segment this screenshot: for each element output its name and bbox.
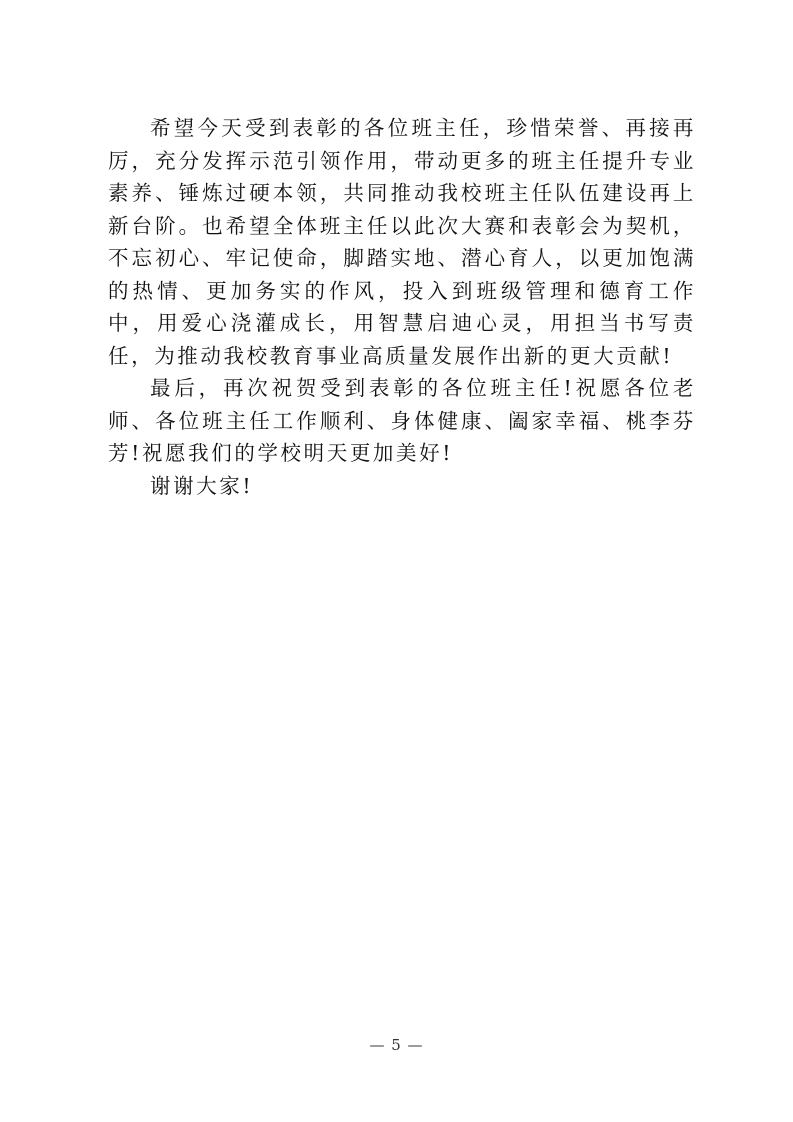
paragraph-thanks: 谢谢大家!: [150, 473, 254, 498]
paragraph-closing-hopes: 希望今天受到表彰的各位班主任，珍惜荣誉、再接再厉，充分发挥示范引领作用，带动更多的班主任提升专业素养、锤炼过硬本领，共同推动我校班主任队伍建设再上新台阶。也希望全体班主任以此次大赛和表彰会为契机，不忘初心、牢记使命，脚踏实地、潜心育人，以更加饱满的热情、更加务实的作风，投入到班级管理和德育工作中，用爱心浇灌成长，用智慧启迪心灵，用担当书写责任，为推动我校教育事业高质量发展作出新的更大贡献!: [108, 116, 696, 368]
paragraph-final-wishes: 最后，再次祝贺受到表彰的各位班主任!祝愿各位老师、各位班主任工作顺利、身体健康、阖家幸福、桃李芬芳!祝愿我们的学校明天更加美好!: [108, 376, 696, 465]
document-body: [108, 112, 696, 502]
page-number: — 5 —: [369, 1036, 424, 1054]
